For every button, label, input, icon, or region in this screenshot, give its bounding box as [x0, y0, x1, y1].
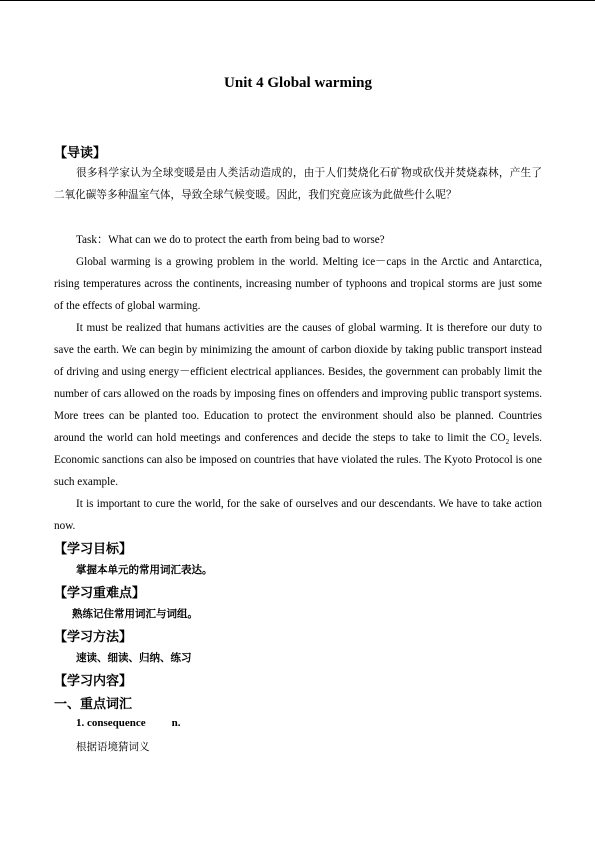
guide-paragraph-1: Global warming is a growing problem in the world. Melting ice－caps in the Arctic and Antarctica, rising temperatures across the continents, increasing number of typhoons and tropical storms are just some of the effects of global warming. — [54, 256, 542, 312]
section-objectives-heading: 【学习目标】 — [54, 542, 133, 557]
section-key-points-heading: 【学习重难点】 — [54, 586, 146, 601]
vocab-pos: n. — [171, 717, 181, 729]
part-1-heading: 一、重点词汇 — [54, 697, 133, 712]
objectives-text: 掌握本单元的常用词汇表达。 — [76, 564, 213, 576]
co2-subscript: 2 — [505, 438, 510, 447]
vocab-hint: 根据语境猜词义 — [76, 741, 150, 753]
section-methods-heading: 【学习方法】 — [54, 630, 133, 645]
vocab-item-1 — [76, 717, 181, 729]
top-rule — [0, 0, 595, 1]
key-points-text: 熟练记住常用词汇与词组。 — [72, 608, 198, 620]
page-title: Unit 4 Global warming — [224, 75, 372, 91]
methods-text: 速读、细读、归纳、练习 — [76, 652, 192, 664]
guide-task: Task：What can we do to protect the earth from being bad to worse? — [76, 234, 385, 246]
section-content-heading: 【学习内容】 — [54, 674, 133, 689]
guide-intro-cn: 很多科学家认为全球变暖是由人类活动造成的，由于人们焚烧化石矿物或砍伐并焚烧森林，产生了二氧化碳等多种温室气体，导致全球气候变暖。因此，我们究竟应该为此做些什么呢？ — [54, 167, 542, 201]
vocab-word: 1. consequence — [76, 717, 146, 729]
guide-paragraph-3: It is important to cure the world, for the sake of ourselves and our descendants. We have to take action now. — [54, 498, 542, 532]
section-guide-heading: 【导读】 — [54, 146, 107, 161]
guide-paragraph-2: It must be realized that humans activities are the causes of global warming. It is therefore our duty to save the earth. We can begin by minimizing the amount of carbon dioxide by taking public transport instead of driving and using energy－efficient electrical appliances. Besides, the government can probably limit the number of cars allowed on the roads by imposing fines on offenders and improving public transport systems. More trees can be planted too. Education to protect the environment should also be planned. Countries around the world can hold meetings and conferences and decide the steps to take to limit the $CO_2$ levels. Economic sanctions can also be imposed on countries that have violated the rules. The Kyoto Protocol is one such example. — [54, 322, 542, 488]
